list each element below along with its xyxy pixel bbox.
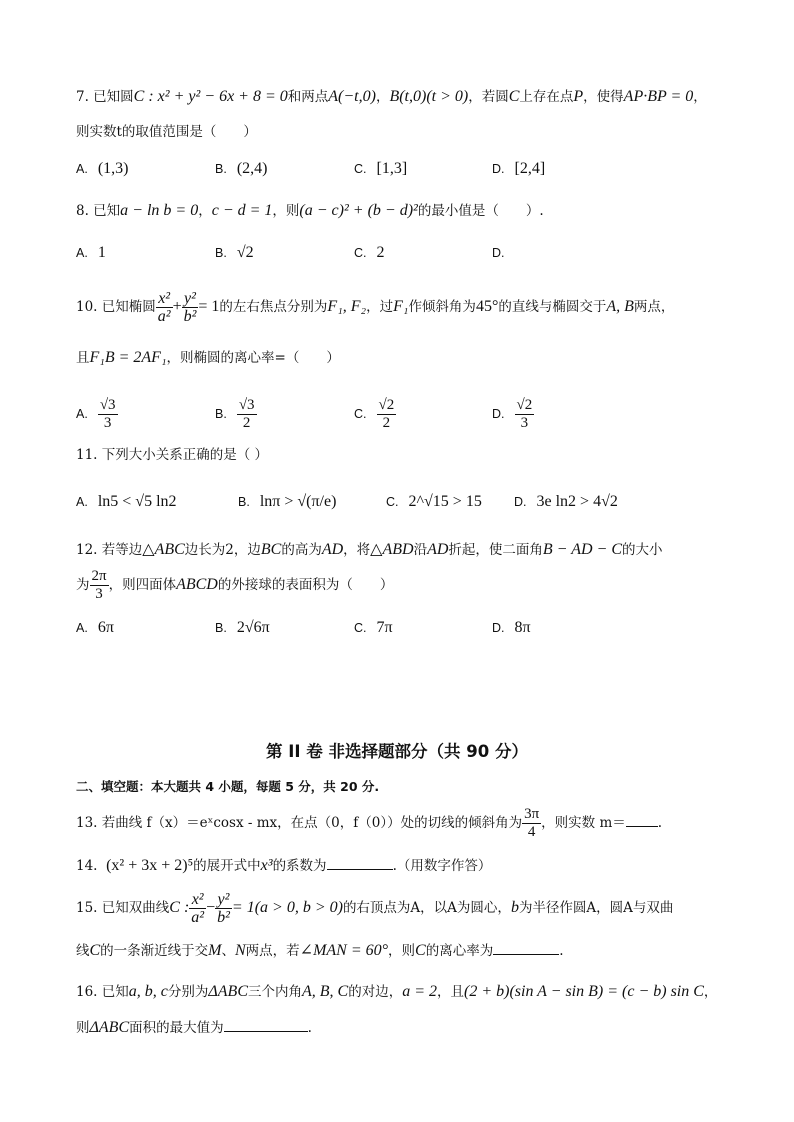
q10-option-d[interactable]: D. $\frac{√2}{3}$ bbox=[492, 397, 533, 431]
q7-option-a[interactable]: A. (1,3) bbox=[76, 160, 129, 177]
q11-option-d[interactable]: D. 3e ln2 > 4√2 bbox=[514, 493, 618, 510]
q7-text: ，若圆 bbox=[468, 89, 509, 105]
q7-point-b: B(t,0)(t > 0) bbox=[389, 88, 469, 105]
q10-option-b[interactable]: B. $\frac{√3}{2}$ bbox=[215, 397, 255, 431]
q11-option-b[interactable]: B. lnπ > √(π/e) bbox=[238, 493, 337, 510]
q10-foci: F₁, F₂ bbox=[327, 298, 367, 315]
q7-vector-condition: AP·BP = 0 bbox=[623, 88, 694, 105]
q10-option-c[interactable]: C. $\frac{√2}{2}$ bbox=[354, 397, 395, 431]
q12-angle-fraction: $\frac{2\pi}{3}$ bbox=[91, 568, 107, 602]
q12-option-c[interactable]: C. 7π bbox=[354, 619, 393, 636]
q12-option-b[interactable]: B. 2√6π bbox=[215, 619, 270, 636]
q15-stem-line2: 线C的一条渐近线于交M、N两点，若∠MAN = 60°，则C的离心率为 . bbox=[76, 942, 564, 959]
q10-angle: 45° bbox=[475, 298, 499, 315]
q13-angle-fraction: $\frac{3\pi}{4}$ bbox=[524, 806, 540, 840]
q8-option-b[interactable]: B. √2 bbox=[215, 244, 254, 261]
q7-option-c[interactable]: C. [1,3] bbox=[354, 160, 408, 177]
q10-fraction-x: $\frac{\text{x²}}{\text{a²}}$ bbox=[157, 290, 171, 325]
q7-text: ，使得 bbox=[583, 89, 624, 105]
q10-fraction-y: $\frac{\text{y²}}{\text{b²}}$ bbox=[183, 290, 197, 325]
q8-condition-1: a − ln b = 0 bbox=[120, 202, 199, 219]
q7-text: 7. 已知圆 bbox=[76, 89, 134, 105]
q8-option-a[interactable]: A. 1 bbox=[76, 244, 106, 261]
q7-point-p: P bbox=[573, 88, 584, 105]
q12-option-a[interactable]: A. 6π bbox=[76, 619, 114, 636]
q7-point-a: A(−t,0) bbox=[328, 88, 376, 105]
q7-circle-name: C bbox=[508, 88, 520, 105]
q14-expression: (x² + 3x + 2)⁵ bbox=[106, 857, 194, 874]
section-fill-in-blank: 二、填空题：本大题共 4 小题，每题 5 分，共 20 分. bbox=[76, 779, 380, 794]
q12-option-d[interactable]: D. 8π bbox=[492, 619, 531, 636]
q7-text: ， bbox=[375, 89, 390, 105]
q13-answer-blank[interactable] bbox=[626, 812, 658, 827]
q10-options bbox=[76, 395, 736, 433]
q7-stem-line1 bbox=[76, 86, 707, 108]
q15-stem-line1: 15. 已知双曲线C : $\frac{\text{x²}}{\text{a²}}$ − $\frac{\text{y²}}{\text{b²}}$ = 1(a > 0, b > 0)的右顶点为A，以A为圆心，b为半径作圆A，圆A与双曲 bbox=[76, 891, 674, 926]
q16-stem-line1: 16. 已知a, b, c分别为ΔABC三个内角A, B, C的对边，a = 2，且(2 + b)(sin A − sin B) = (c − b) sin C， bbox=[76, 983, 718, 1000]
q8-options bbox=[76, 241, 736, 265]
q10-stem-line2: 且F₁B = 2AF₁，则椭圆的离心率=（ ） bbox=[76, 349, 340, 366]
q16-answer-blank[interactable] bbox=[224, 1017, 308, 1032]
q7-option-b[interactable]: B. (2,4) bbox=[215, 160, 268, 177]
q11-option-a[interactable]: A. ln5 < √5 ln2 bbox=[76, 493, 177, 510]
q13-stem: 13. 若曲线 f（x）＝eˣcosx - mx，在点（0，f（0））处的切线的倾斜角为 $\frac{3\pi}{4}$ ，则实数 m＝ . bbox=[76, 806, 663, 840]
q7-text: 和两点 bbox=[287, 89, 329, 105]
q10-option-a[interactable]: A. $\frac{√3}{3}$ bbox=[76, 397, 116, 431]
q11-option-c[interactable]: C. 2^√15 > 15 bbox=[386, 493, 482, 510]
q7-text: 上存在点 bbox=[519, 89, 574, 105]
q8-option-d[interactable]: D. bbox=[492, 246, 505, 260]
q7-options bbox=[76, 157, 736, 181]
q16-stem-line2: 则ΔABC面积的最大值为 . bbox=[76, 1019, 312, 1036]
q11-stem: 11. 下列大小关系正确的是（ ） bbox=[76, 447, 269, 463]
q7-circle-equation: C : x² + y² − 6x + 8 = 0 bbox=[133, 88, 288, 105]
q8-stem: 8. 已知a − ln b = 0，c − d = 1，则(a − c)² + (b − d)²的最小值是（ ）. bbox=[76, 202, 544, 219]
q7-text: ， bbox=[693, 89, 707, 105]
q12-stem-line1: 12. 若等边△ABC边长为2，边BC的高为AD，将△ABD沿AD折起，使二面角B − AD − C的大小 bbox=[76, 541, 663, 558]
q7-stem-line2: 则实数t的取值范围是（ ） bbox=[76, 124, 257, 140]
q10-vector-relation: F₁B = 2AF₁ bbox=[89, 349, 167, 366]
q8-expression: (a − c)² + (b − d)² bbox=[299, 202, 418, 219]
q12-stem-line2: 为 $\frac{2\pi}{3}$ ，则四面体ABCD的外接球的表面积为（ ） bbox=[76, 568, 394, 602]
q14-answer-blank[interactable] bbox=[327, 855, 393, 870]
q10-stem-line1: 10. 已知椭圆 $\frac{\text{x²}}{\text{a²}}$ + $\frac{\text{y²}}{\text{b²}}$ = 1的左右焦点分别为F₁, F₂，过F₁作倾斜角为45°的直线与椭圆交于A, B两点， bbox=[76, 290, 675, 325]
q8-condition-2: c − d = 1 bbox=[211, 202, 273, 219]
q14-stem: 14. (x² + 3x + 2)⁵的展开式中x³的系数为 .（用数字作答） bbox=[76, 857, 492, 874]
q7-option-d[interactable]: D. [2,4] bbox=[492, 160, 546, 177]
q8-option-c[interactable]: C. 2 bbox=[354, 244, 385, 261]
q12-options bbox=[76, 616, 736, 640]
q15-answer-blank[interactable] bbox=[493, 940, 559, 955]
q11-options bbox=[76, 490, 736, 514]
part2-heading: 第 II 卷 非选择题部分（共 90 分） bbox=[266, 742, 528, 761]
